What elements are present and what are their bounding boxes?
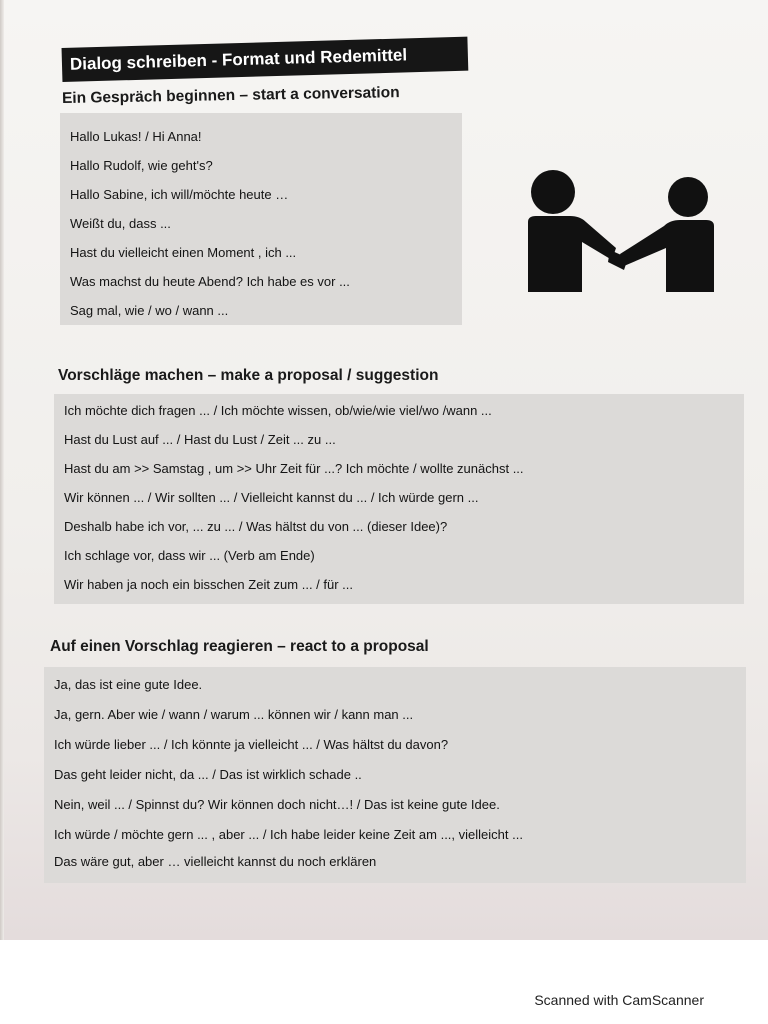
phrase-line: Was machst du heute Abend? Ich habe es vor ... [70,274,350,289]
phrase-line: Nein, weil ... / Spinnst du? Wir können doch nicht…! / Das ist keine gute Idee. [54,797,500,812]
phrase-box-start-conversation [60,113,462,325]
phrase-line: Hallo Sabine, ich will/möchte heute … [70,187,289,202]
phrase-line: Ich würde / möchte gern ... , aber ... / Ich habe leider keine Zeit am ..., vielleicht ... [54,827,523,842]
phrase-line: Sag mal, wie / wo / wann ... [70,303,229,318]
phrase-box-make-proposal [54,394,744,604]
section-heading-start-conversation: Ein Gespräch beginnen – start a conversation [61,84,400,107]
page-edge [0,0,4,940]
scanner-watermark: Scanned with CamScanner [534,992,704,1008]
handshake-people-icon [520,160,720,300]
phrase-line: Wir haben ja noch ein bisschen Zeit zum ... / für ... [64,577,354,592]
phrase-line: Hallo Rudolf, wie geht's? [70,158,213,173]
phrase-line: Das geht leider nicht, da ... / Das ist wirklich schade .. [54,767,362,782]
section-heading-make-proposal: Vorschläge machen – make a proposal / suggestion [58,367,439,384]
phrase-line: Hast du am >> Samstag , um >> Uhr Zeit für ...? Ich möchte / wollte zunächst ... [64,461,524,476]
phrase-line: Hallo Lukas! / Hi Anna! [70,129,202,144]
section-heading-react-proposal: Auf einen Vorschlag reagieren – react to a proposal [50,638,429,655]
phrase-line: Ich schlage vor, dass wir ... (Verb am Ende) [64,548,315,563]
phrase-line: Hast du Lust auf ... / Hast du Lust / Zeit ... zu ... [64,432,336,447]
phrase-line: Wir können ... / Wir sollten ... / Vielleicht kannst du ... / Ich würde gern ... [64,490,479,505]
phrase-line: Ich würde lieber ... / Ich könnte ja vielleicht ... / Was hältst du davon? [54,737,449,752]
phrase-line: Ja, gern. Aber wie / wann / warum ... können wir / kann man ... [54,707,414,722]
phrase-line: Das wäre gut, aber … vielleicht kannst du noch erklären [54,854,377,869]
phrase-line: Ja, das ist eine gute Idee. [54,677,203,692]
phrase-line: Hast du vielleicht einen Moment , ich ... [70,245,297,260]
phrase-line: Ich möchte dich fragen ... / Ich möchte wissen, ob/wie/wie viel/wo /wann ... [64,403,492,418]
page-title: Dialog schreiben - Format und Redemittel [62,37,469,82]
phrase-line: Weißt du, dass ... [70,216,171,231]
phrase-line: Deshalb habe ich vor, ... zu ... / Was hältst du von ... (dieser Idee)? [64,519,448,534]
phrase-box-react-proposal [44,667,746,883]
